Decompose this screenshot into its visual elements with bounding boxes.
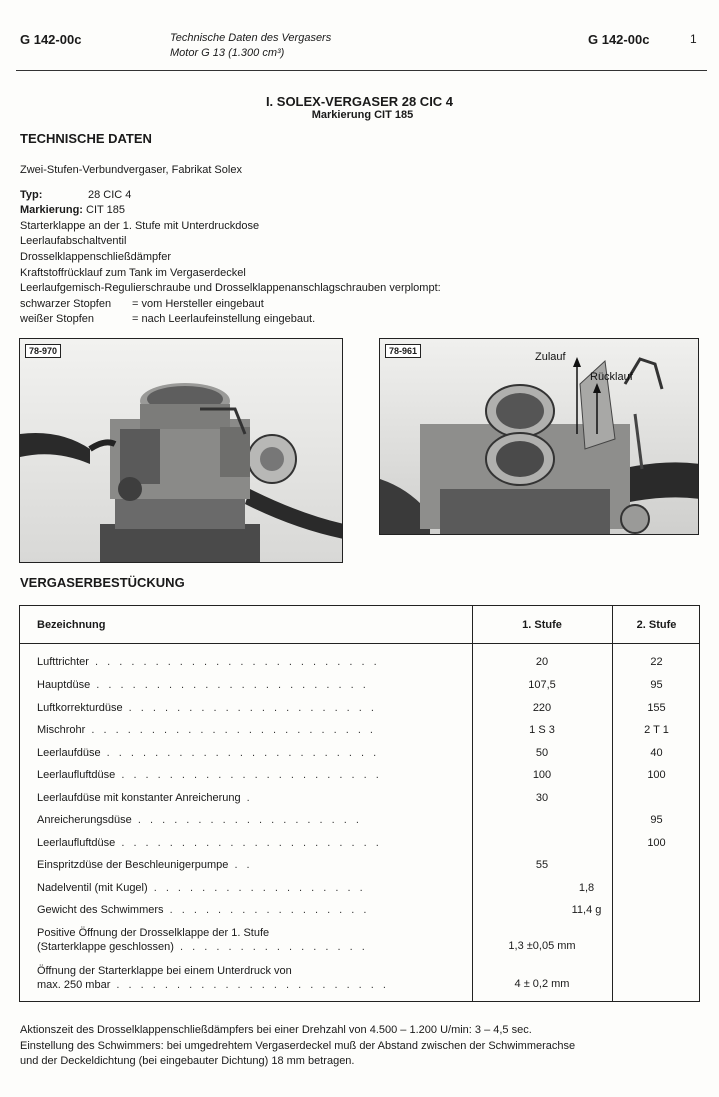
dot-leader: . . . . . . . . . . . . . . . . xyxy=(173,941,368,953)
figure-label-1: 78-970 xyxy=(25,344,61,358)
technical-data-heading: TECHNISCHE DATEN xyxy=(20,131,152,146)
column-header-stage1: 1. Stufe xyxy=(522,619,562,631)
dot-leader: . . . . . . . . . . . . . . . . . . . . . . . . xyxy=(88,656,380,668)
figure-label-2: 78-961 xyxy=(385,344,421,358)
annotation-ruecklauf: Rücklauf xyxy=(590,371,633,383)
row-name: Leerlaufluftdüse xyxy=(37,837,116,849)
row-name: Luftkorrekturdüse xyxy=(37,702,123,714)
row-name: Mischrohr xyxy=(37,724,86,736)
row-value-shared: 1,8 xyxy=(578,882,595,894)
row-value-shared: 11,4 g xyxy=(571,904,602,916)
dot-leader: . . . . . . . . . . . . . . . . . . . . . . . xyxy=(90,679,369,691)
stopfen-type: weißer Stopfen xyxy=(20,313,94,326)
page-number: 1 xyxy=(690,32,697,46)
carburetor-photo-2-image xyxy=(380,339,699,535)
row-value-stage1: 30 xyxy=(535,792,549,804)
feature-line: Leerlaufabschaltventil xyxy=(20,235,127,248)
annotation-zulauf: Zulauf xyxy=(535,351,566,363)
row-name: Leerlaufdüse xyxy=(37,747,101,759)
feature-line: Starterklappe an der 1. Stufe mit Unterdruckdose xyxy=(20,219,260,232)
row-value-stage1: 55 xyxy=(535,859,549,871)
row-name: Hauptdüse xyxy=(37,679,91,691)
dot-leader: . . . . . . . . . . . . . . . . . . . . . . . . xyxy=(85,724,376,736)
row-name: Positive Öffnung der Drosselklappe der 1. Stufe xyxy=(37,927,270,939)
row-value-stage2: 155 xyxy=(647,702,666,714)
typ-label: Typ: xyxy=(20,188,43,201)
technical-data-block xyxy=(20,163,700,328)
row-name: Leerlaufluftdüse xyxy=(37,769,116,781)
dot-leader: . . . . . . . . . . . . . . . . . . . . . xyxy=(122,702,377,714)
row-name: Nadelventil (mit Kugel) xyxy=(37,882,148,894)
row-value-stage2: 2 T 1 xyxy=(644,724,669,736)
header-row-divider xyxy=(20,643,699,644)
dot-leader: . . . . . . . . . . . . . . . . . . . . . . . xyxy=(100,747,380,759)
equipment-table xyxy=(19,605,700,1002)
row-value-stage2: 100 xyxy=(647,837,666,849)
footer-line: Einstellung des Schwimmers: bei umgedrehtem Vergaserdeckel muß der Abstand zwischen der Schwimmerachse xyxy=(20,1039,576,1052)
column-header-stage2: 2. Stufe xyxy=(636,619,677,631)
equipment-heading: VERGASERBESTÜCKUNG xyxy=(20,575,185,590)
footer-line: Aktionszeit des Drosselklappenschließdämpfers bei einer Drehzahl von 4.500 – 1.200 U/min: 3 – 4,5 sec. xyxy=(20,1024,532,1036)
footer-line: und der Deckeldichtung (bei eingebauter Dichtung) 18 mm betragen. xyxy=(20,1055,355,1067)
header-divider xyxy=(16,70,707,71)
carburetor-photo-1-image xyxy=(20,339,343,563)
dot-leader: . . . . . . . . . . . . . . . . . . xyxy=(147,882,366,894)
row-value-stage1: 1 S 3 xyxy=(529,724,555,736)
dot-leader: . . xyxy=(228,859,253,871)
stopfen-line xyxy=(20,297,700,313)
header-subtitle-line2: Motor G 13 (1.300 cm³) xyxy=(170,47,285,59)
marking-value: CIT 185 xyxy=(86,204,125,217)
row-value-stage2: 22 xyxy=(650,656,663,668)
row-value-stage1: 50 xyxy=(535,747,549,759)
row-value-stage1: 4 ± 0,2 mm xyxy=(514,978,570,990)
row-value-stage2: 95 xyxy=(650,814,663,826)
stopfen-line xyxy=(20,312,700,328)
dot-leader: . . . . . . . . . . . . . . . . . . . . . . xyxy=(115,769,382,781)
carburetor-photo-1 xyxy=(19,338,343,563)
row-value-stage1: 107,5 xyxy=(528,679,556,691)
row-name: Öffnung der Starterklappe bei einem Unterdruck von xyxy=(37,965,292,977)
row-value-stage1: 100 xyxy=(532,769,552,781)
carburetor-photo-2 xyxy=(379,338,699,535)
row-value-stage1: 20 xyxy=(535,656,549,668)
stopfen-meaning: = nach Leerlaufeinstellung eingebaut. xyxy=(132,313,316,326)
dot-leader: . xyxy=(240,792,253,804)
marking-subtitle: Markierung CIT 185 xyxy=(311,109,414,121)
feature-line: Leerlaufgemisch-Regulierschraube und Drosselklappenanschlagschrauben verplompt: xyxy=(20,282,441,295)
footer-notes xyxy=(20,1023,710,1070)
column-header-name: Bezeichnung xyxy=(37,619,106,631)
dot-leader: . . . . . . . . . . . . . . . . . . . . . . xyxy=(115,837,382,849)
row-value-stage2: 100 xyxy=(647,769,666,781)
document-code-left: G 142-00c xyxy=(20,32,82,47)
row-name: Gewicht des Schwimmers xyxy=(37,904,164,916)
row-value-stage2: 95 xyxy=(650,679,663,691)
typ-line xyxy=(20,188,700,204)
marking-label: Markierung: xyxy=(20,204,83,217)
document-code-right: G 142-00c xyxy=(588,32,650,47)
row-name-continued: (Starterklappe geschlossen) xyxy=(37,941,174,953)
row-name: Lufttrichter xyxy=(37,656,89,668)
header-subtitle-line1: Technische Daten des Vergasers xyxy=(170,32,332,44)
feature-line: Drosselklappenschließdämpfer xyxy=(20,250,172,263)
header-subtitle xyxy=(170,31,331,61)
stopfen-meaning: = vom Hersteller eingebaut xyxy=(132,297,264,310)
row-name-continued: max. 250 mbar xyxy=(37,979,111,991)
row-name: Einspritzdüse der Beschleunigerpumpe xyxy=(37,859,229,871)
intro-line: Zwei-Stufen-Verbundvergaser, Fabrikat Solex xyxy=(20,164,242,176)
row-value-stage1: 220 xyxy=(532,702,552,714)
main-title: I. SOLEX-VERGASER 28 CIC 4 xyxy=(265,94,454,109)
dot-leader: . . . . . . . . . . . . . . . . . . . . . . . xyxy=(110,979,389,991)
marking-line xyxy=(20,203,700,219)
dot-leader: . . . . . . . . . . . . . . . . . xyxy=(163,904,370,916)
stopfen-type: schwarzer Stopfen xyxy=(20,297,112,310)
row-value-stage1: 1,3 ±0,05 mm xyxy=(508,940,576,952)
feature-line: Kraftstoffrücklauf zum Tank im Vergaserdeckel xyxy=(20,266,246,279)
dot-leader: . . . . . . . . . . . . . . . . . . . xyxy=(131,814,362,826)
row-value-stage2: 40 xyxy=(650,747,663,759)
row-name: Anreicherungsdüse xyxy=(37,814,132,826)
typ-value: 28 CIC 4 xyxy=(88,188,132,201)
row-name: Leerlaufdüse mit konstanter Anreicherung xyxy=(37,792,241,804)
